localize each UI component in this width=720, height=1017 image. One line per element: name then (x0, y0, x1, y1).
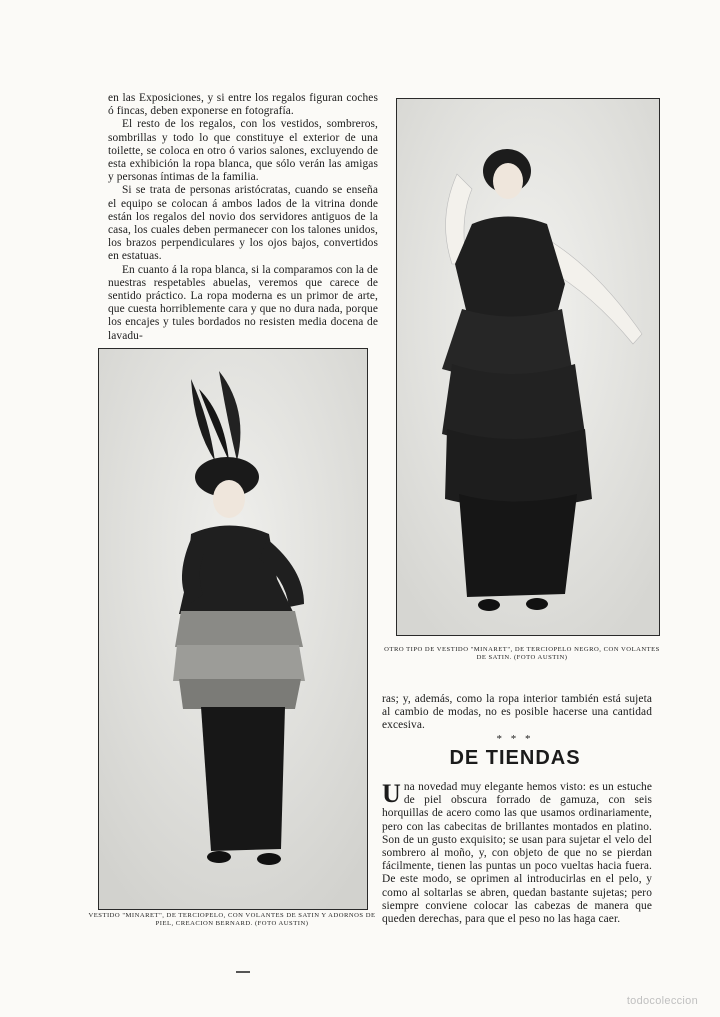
paragraph-de-tiendas (382, 781, 652, 926)
caption-photo-left: VESTIDO "MINARET", DE TERCIOPELO, CON VOLANTES DE SATIN Y ADORNOS DE PIEL, CREACION BERNARD. (FOTO AUSTIN) (88, 912, 376, 928)
page-mark (236, 971, 250, 973)
intro-text-column (108, 92, 378, 342)
drop-cap: U (382, 779, 401, 808)
continuation-text (382, 693, 652, 733)
photo-minaret-black-velvet (396, 98, 660, 636)
caption-photo-right: OTRO TIPO DE VESTIDO "MINARET", DE TERCIOPELO NEGRO, CON VOLANTES DE SATIN. (FOTO AUSTIN) (384, 646, 660, 662)
watermark: todocoleccion (626, 995, 698, 1007)
section-heading: DE TIENDAS (449, 747, 581, 769)
article-de-tiendas (382, 781, 652, 926)
paragraph-exposiciones: en las Exposiciones, y si entre los regalos figuran coches ó fincas, deben exponerse en fotografía. (108, 92, 378, 118)
woman-in-tiered-dress-illustration (397, 99, 659, 635)
paragraph-continuation: ras; y, además, como la ropa interior también está sujeta al cambio de modas, no es posible hacerse una cantidad excesiva. (382, 693, 652, 732)
paragraph-ropa-blanca: En cuanto á la ropa blanca, si la comparamos con la de nuestras respetables abuelas, veremos que carece de sentido práctico. La ropa moderna es un primor de arte, que cuesta horriblemente cara y que no dura nada, porque los encajes y tules bordados no resisten media docena de lavadu- (108, 263, 378, 342)
paragraph-aristocratas: Si se trata de personas aristócratas, cuando se enseña el equipo se colocan á ambos lados de la vitrina donde están los regalos del novio dos servidores antiguos de la casa, los cuales deben permanecer con los talones unidos, los brazos perpendiculares y los ojos bajos, convertidos en estatuas. (108, 184, 378, 263)
paragraph-regalos: El resto de los regalos, con los vestidos, sombreros, sombrillas y todo lo que constituye el exterior de una toilette, se coloca en otro ó varios salones, excluyendo de esta exhibición la ropa blanca, que sólo verán las amigas y personas íntimas de la familia. (108, 118, 378, 184)
article-body: na novedad muy elegante hemos visto: es un estuche de piel obscura forrado de gamuza, con seis horquillas de acero como las que usamos ordinariamente, pero con las cabecitas de brillantes montados en platino. Son de un gusto exquisito; se usan para sujetar el velo del sombrero al moño, y, con objeto de que no se pierdan fácilmente, tienen las puntas un poco vueltas hacia fuera. De este modo, se oprimen al introducirlas en el pelo, y como al soltarlas se abren, quedan bastante sujetas; pero siempre conviene colocar las cabezas de manera que queden derechas, para que el peso no las haga caer. (382, 781, 652, 926)
photo-minaret-satin-fur (98, 348, 368, 910)
section-heading-block (380, 733, 650, 770)
woman-in-feathered-hat-illustration (99, 349, 367, 909)
section-divider-stars: * * * (496, 733, 534, 745)
